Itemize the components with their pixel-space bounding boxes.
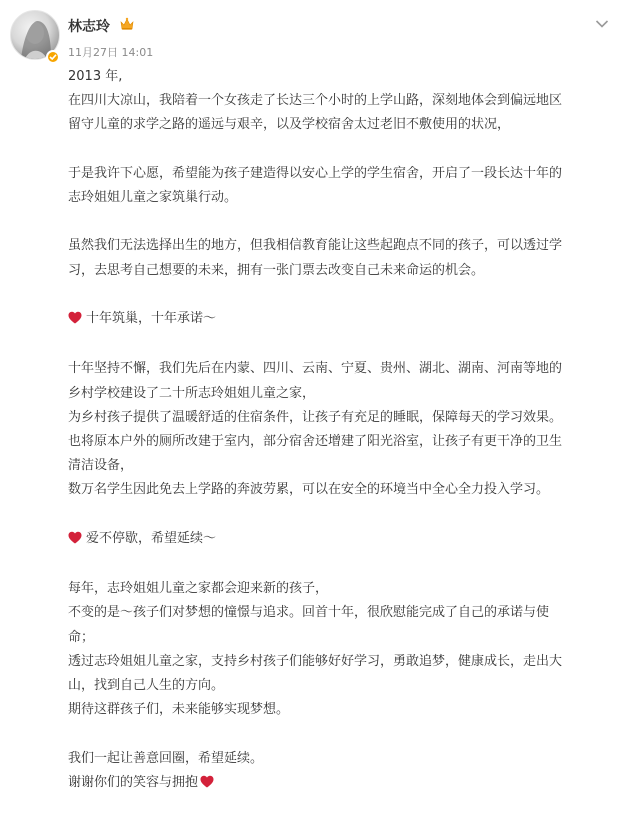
post-line: 透过志玲姐姐儿童之家，支持乡村孩子们能够好好学习，勇敢追梦，健康成长，走出大 xyxy=(68,653,563,669)
post-line: 2013 年, xyxy=(68,69,123,84)
post-line: 乡村学校建设了二十所志玲姐姐儿童之家， xyxy=(68,385,316,401)
section-heading-text: 十年筑巢，十年承诺～ xyxy=(86,310,217,326)
red-heart-icon xyxy=(68,529,82,553)
section-heading xyxy=(68,307,613,333)
vip-crown-icon[interactable] xyxy=(119,16,135,36)
red-heart-icon xyxy=(68,309,82,333)
post-line: 留守儿童的求学之路的遥远与艰辛，以及学校宿舍太过老旧不敷使用的状况， xyxy=(68,117,511,133)
post-line: 为乡村孩子提供了温暖舒适的住宿条件，让孩子有充足的睡眠，保障每天的学习效果。 xyxy=(68,409,563,425)
red-heart-icon xyxy=(200,773,214,797)
post-timestamp[interactable]: 11月27日 14:01 xyxy=(68,46,154,59)
post-line: 虽然我们无法选择出生的地方，但我相信教育能让这些起跑点不同的孩子，可以透过学 xyxy=(68,238,563,254)
post-line: 不变的是～孩子们对梦想的憧憬与追求。回首十年，很欣慰能完成了自己的承诺与使 xyxy=(68,605,550,621)
post-line: 我们一起让善意回圈，希望延续。 xyxy=(68,750,264,766)
post-line: 志玲姐姐儿童之家筑巢行动。 xyxy=(68,190,238,205)
post-line: 十年坚持不懈，我们先后在内蒙、四川、云南、宁夏、贵州、湖北、湖南、河南等地的 xyxy=(68,361,563,377)
post-line: 命； xyxy=(68,629,95,645)
chevron-down-icon[interactable] xyxy=(595,14,609,33)
section-heading xyxy=(68,527,613,553)
section-heading-text: 爱不停歇，希望延续～ xyxy=(86,530,217,546)
post-line-text: 谢谢你们的笑容与拥抱 xyxy=(68,774,199,790)
post-line: 每年，志玲姐姐儿童之家都会迎来新的孩子， xyxy=(68,581,329,597)
post-line: 于是我许下心愿，希望能为孩子建造得以安心上学的学生宿舍，开启了一段长达十年的 xyxy=(68,165,563,181)
user-name[interactable]: 林志玲 xyxy=(68,19,110,35)
post-line: 在四川大凉山，我陪着一个女孩走了长达三个小时的上学山路，深刻地体会到偏远地区 xyxy=(68,93,563,109)
post-line: 也将原本户外的厕所改建于室内，部分宿舍还增建了阳光浴室，让孩子有更干净的卫生 xyxy=(68,433,563,449)
post-line: 山，找到自己人生的方向。 xyxy=(68,677,225,693)
post-line: 期待这群孩子们，未来能够实现梦想。 xyxy=(68,702,290,718)
post-line: 数万名学生因此免去上学路的奔波劳累，可以在安全的环境当中全心全力投入学习。 xyxy=(68,482,550,498)
post-content xyxy=(68,65,613,797)
post-line-final xyxy=(68,771,613,797)
post-line: 习，去思考自己想要的未来，拥有一张门票去改变自己未来命运的机会。 xyxy=(68,262,485,278)
verified-badge-icon xyxy=(46,50,60,64)
post-line: 清洁设备， xyxy=(68,458,134,474)
